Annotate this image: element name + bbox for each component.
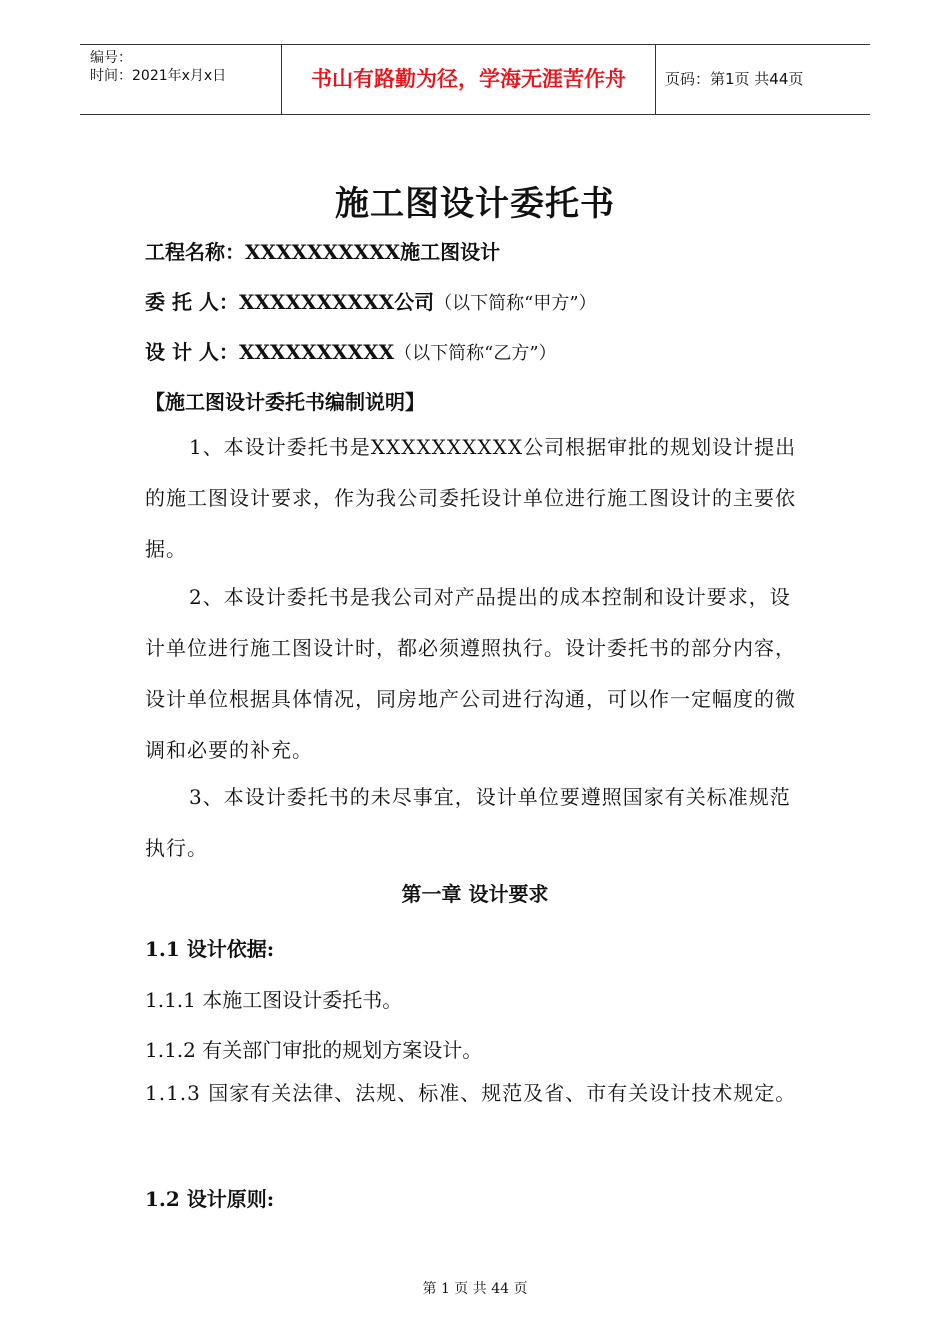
designer-label: 设 计 人： (145, 340, 239, 364)
designer-note: （以下简称“乙方”） (394, 343, 557, 364)
client-line (145, 286, 597, 315)
header-motto: 书山有路勤为径，学海无涯苦作舟 (311, 67, 626, 91)
notes-heading: 【施工图设计委托书编制说明】 (145, 390, 425, 414)
note-paragraph: 3、本设计委托书的未尽事宜，设计单位要遵照国家有关标准规范执行。 (145, 785, 791, 860)
header-divider (655, 45, 656, 114)
section-heading: 1.2 设计原则: (145, 1187, 275, 1211)
note-paragraph: 2、本设计委托书是我公司对产品提出的成本控制和设计要求，设计单位进行施工图设计时，都必须遵照执行。设计委托书的部分内容，设计单位根据具体情况，同房地产公司进行沟通，可以作一定幅度的微调和必要的补充。 (145, 585, 796, 762)
project-name-value: XXXXXXXXXX施工图设计 (245, 240, 501, 264)
list-item: 1.1.1 本施工图设计委托书。 (145, 988, 403, 1012)
page-footer: 第 1 页 共 44 页 (422, 1281, 528, 1297)
header-page-info: 页码：第1页 共44页 (665, 70, 804, 88)
note-paragraph: 1、本设计委托书是XXXXXXXXXX公司根据审批的规划设计提出的施工图设计要求，作为我公司委托设计单位进行施工图设计的主要依据。 (145, 435, 797, 561)
designer-value: XXXXXXXXXX (238, 340, 395, 364)
designer-line (145, 336, 557, 365)
list-item: 1.1.3 国家有关法律、法规、标准、规范及省、市有关设计技术规定。 (145, 1081, 797, 1105)
project-name-label: 工程名称： (145, 240, 245, 264)
document-title: 施工图设计委托书 (335, 184, 615, 224)
document-number-label: 编号： (90, 50, 132, 66)
list-item: 1.1.2 有关部门审批的规划方案设计。 (145, 1038, 483, 1062)
chapter-heading: 第一章 设计要求 (401, 882, 549, 906)
client-note: （以下简称“甲方”） (434, 293, 597, 314)
client-label: 委 托 人： (145, 290, 239, 314)
header-meta (80, 45, 281, 114)
document-time: 时间：2021年x月x日 (90, 68, 227, 84)
page-header (80, 44, 870, 115)
project-name-line (145, 236, 500, 265)
section-heading: 1.1 设计依据: (145, 937, 275, 961)
client-value: XXXXXXXXXX公司 (238, 290, 435, 314)
